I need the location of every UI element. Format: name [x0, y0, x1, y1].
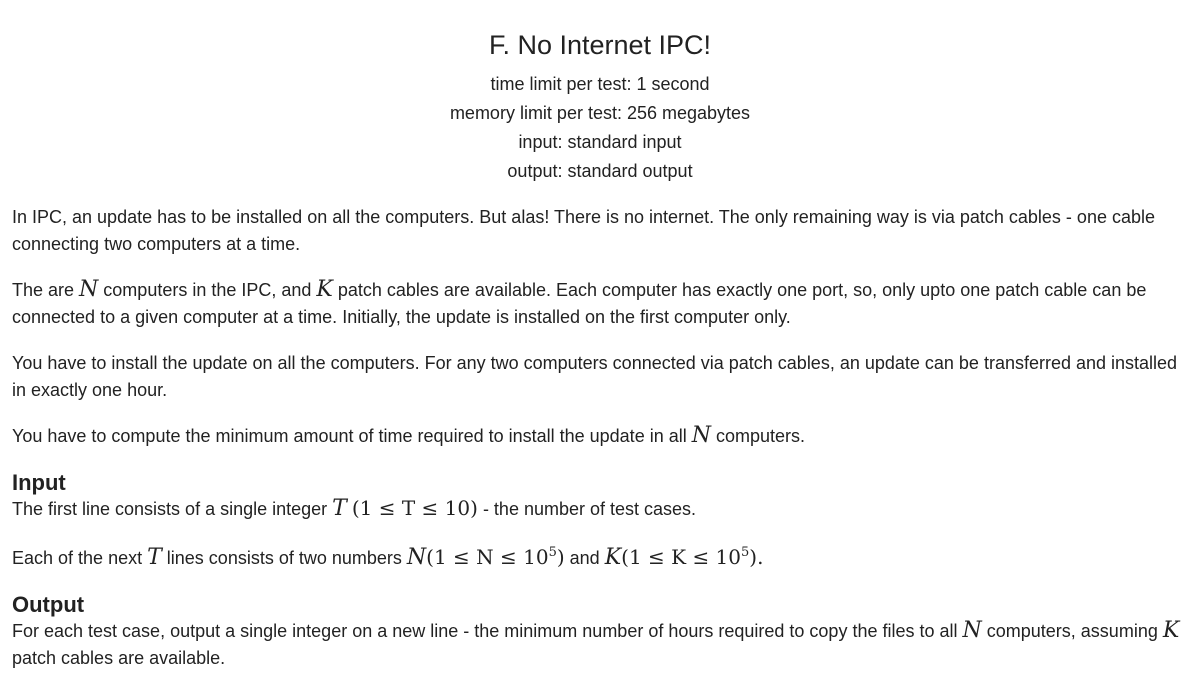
text-span: patch cables are available. Each computer has exactly one port, so, only upto one patch cable can be connected to a given computer at a time. Initially, the update is installed on the first computer only. — [12, 280, 1147, 327]
output-specification — [12, 592, 1188, 672]
legend-paragraph-4 — [12, 423, 1188, 450]
output-paragraph-1 — [12, 618, 1188, 672]
math-exponent: 5 — [741, 545, 750, 560]
text-span: The are — [12, 280, 80, 300]
text-span: Each of the next — [12, 548, 148, 568]
text-span: computers. — [710, 426, 806, 446]
math-var-n: N — [962, 618, 982, 643]
math-range-k: (1 ≤ K ≤ 10 — [621, 545, 742, 569]
time-limit: time limit per test: 1 second — [490, 74, 710, 94]
math-exponent: 5 — [548, 545, 557, 560]
text-span: For each test case, output a single integer on a new line - the minimum number of hours required to copy the files to all — [12, 621, 963, 641]
math-var-n: N — [691, 423, 711, 448]
math-var-n: N — [406, 545, 427, 570]
text-span: computers, assuming — [981, 621, 1163, 641]
text-span: - the number of test cases. — [477, 499, 697, 519]
input-file: input: standard input — [518, 132, 682, 152]
legend — [12, 204, 1188, 450]
math-var-k: K — [1162, 618, 1180, 643]
problem-title: F. No Internet IPC! — [488, 30, 712, 60]
legend-paragraph-1: In IPC, an update has to be installed on all the computers. But alas! There is no internet. The only remaining way is via patch cables - one cable connecting two computers at a time. — [12, 207, 1155, 254]
math-var-t: T — [147, 545, 162, 570]
math-var-n: N — [79, 277, 99, 302]
math-paren: ) — [556, 545, 565, 569]
input-paragraph-2 — [12, 545, 1188, 572]
text-span: You have to compute the minimum amount of time required to install the update in all — [12, 426, 692, 446]
math-paren: ). — [749, 545, 764, 569]
math-constraint-t: (1 ≤ T ≤ 10) — [351, 496, 478, 520]
memory-limit: memory limit per test: 256 megabytes — [449, 103, 751, 123]
input-specification — [12, 470, 1188, 572]
problem-statement — [12, 0, 1188, 672]
text-span: The first line consists of a single integer — [12, 499, 333, 519]
math-range-n: (1 ≤ N ≤ 10 — [426, 545, 549, 569]
math-var-t: T — [332, 496, 347, 521]
output-section-title: Output — [12, 592, 85, 617]
input-section-title: Input — [12, 470, 66, 495]
text-span: lines consists of two numbers — [161, 548, 407, 568]
legend-paragraph-2 — [12, 277, 1188, 331]
text-span: computers in the IPC, and — [98, 280, 317, 300]
text-span: and — [564, 548, 605, 568]
math-var-k: K — [316, 277, 333, 302]
problem-header — [12, 28, 1188, 186]
input-paragraph-1 — [12, 496, 1188, 523]
math-var-k: K — [604, 545, 622, 570]
legend-paragraph-3: You have to install the update on all the computers. For any two computers connected via patch cables, an update can be transferred and installed in exactly one hour. — [12, 353, 1178, 400]
output-file: output: standard output — [507, 161, 693, 181]
text-span: patch cables are available. — [12, 648, 226, 668]
